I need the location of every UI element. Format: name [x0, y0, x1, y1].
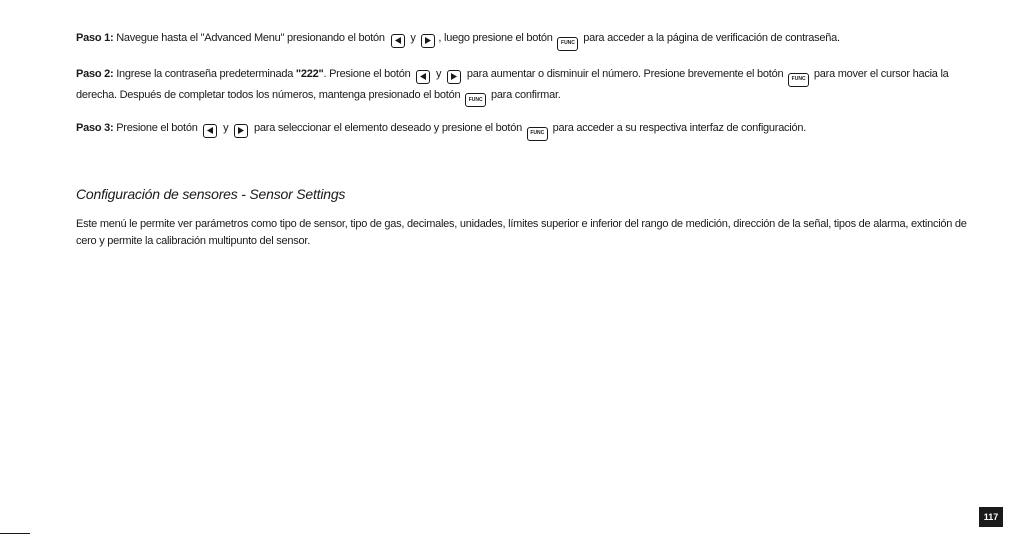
left-arrow-button-icon: [416, 70, 430, 84]
step-3-text-b: y: [220, 122, 232, 134]
right-arrow-button-icon: [421, 34, 435, 48]
footer-rule: [0, 533, 30, 534]
section-body: Este menú le permite ver parámetros como tipo de sensor, tipo de gas, decimales, unidades, límites superior e inferior del rango de medición, dirección de la señal, tipos de alarma, extinción de cero y permite la calibración multipunto del sensor.: [76, 218, 967, 247]
left-arrow-button-icon: [391, 34, 405, 48]
step-3-text-d: para acceder a su respectiva interfaz de configuración.: [549, 122, 807, 134]
step-1-text-a: Navegue hasta el "Advanced Menu" presionando el botón: [113, 32, 388, 44]
step-2-text-c: y: [433, 68, 445, 80]
step-1-text-b: y: [407, 32, 419, 44]
section-heading: Configuración de sensores - Sensor Settings: [76, 186, 346, 202]
step-2-paragraph: [76, 66, 981, 107]
func-button-icon: FUNC: [465, 93, 486, 107]
step-3-paragraph: [76, 120, 981, 141]
step-1-label: Paso 1:: [76, 32, 114, 44]
step-2-text-e: para mover el cursor hacia la derecha. Después de completar todos los números, mantenga presionado el botón: [76, 68, 949, 101]
step-1-text-c: , luego presione el botón: [438, 32, 556, 44]
right-arrow-button-icon: [234, 124, 248, 138]
func-button-icon: FUNC: [527, 127, 548, 141]
step-1-paragraph: [76, 30, 981, 51]
default-password: "222": [295, 68, 324, 80]
right-arrow-button-icon: [447, 70, 461, 84]
step-2-text-a: Ingrese la contraseña predeterminada: [113, 68, 296, 80]
step-2-label: Paso 2:: [76, 68, 114, 80]
step-2-text-b: . Presione el botón: [323, 68, 414, 80]
step-2-text-d: para aumentar o disminuir el número. Presione brevemente el botón: [464, 68, 787, 80]
step-2-text-f: para confirmar.: [488, 88, 561, 101]
step-3-label: Paso 3:: [76, 122, 114, 134]
step-1-text-d: para acceder a la página de verificación de contraseña.: [580, 32, 840, 44]
step-3-text-c: para seleccionar el elemento deseado y presione el botón: [251, 122, 525, 134]
left-arrow-button-icon: [203, 124, 217, 138]
func-button-icon: FUNC: [557, 37, 578, 51]
page-number: 117: [979, 507, 1003, 527]
step-3-text-a: Presione el botón: [113, 122, 201, 134]
func-button-icon: FUNC: [788, 73, 809, 87]
